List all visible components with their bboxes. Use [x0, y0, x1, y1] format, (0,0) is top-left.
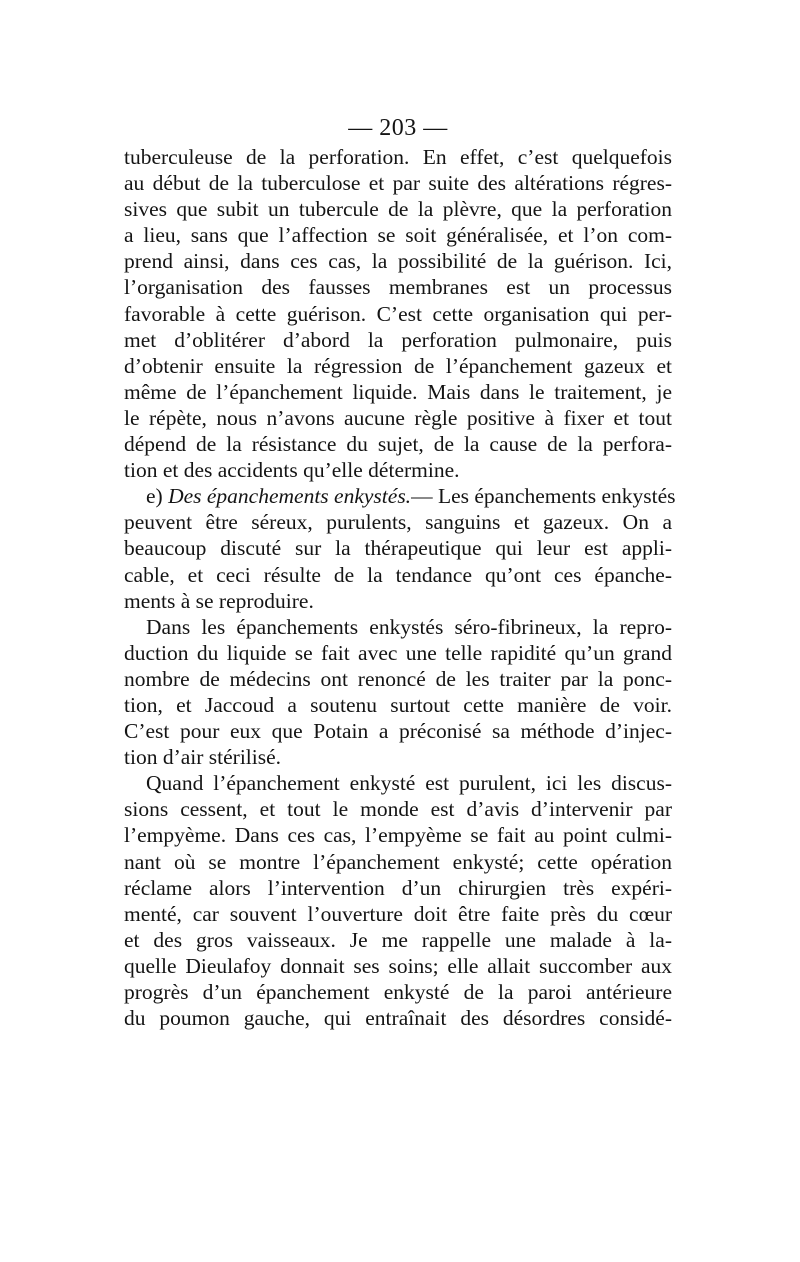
section-heading-rest: — Les épanchements enkystés — [411, 484, 676, 509]
text-line: nant où se montre l’épanchement enkysté; cette opération — [124, 849, 672, 874]
section-heading-line — [124, 483, 676, 509]
text-line: tion, et Jaccoud a soutenu surtout cette manière de voir. — [124, 692, 672, 717]
text-line: menté, car souvent l’ouverture doit être faite près du cœur — [124, 901, 672, 926]
text-line: tion et des accidents qu’elle détermine. — [124, 458, 460, 483]
body-text — [124, 144, 676, 1031]
text-line: Quand l’épanchement enkysté est purulent, ici les discus- — [146, 771, 672, 796]
text-line: le répète, nous n’avons aucune règle positive à fixer et tout — [124, 405, 672, 430]
text-line: prend ainsi, dans ces cas, la possibilité de la guérison. Ici, — [124, 249, 672, 274]
section-heading-prefix: e) — [146, 484, 169, 509]
paragraph-2 — [124, 483, 676, 613]
text-line: favorable à cette guérison. C’est cette organisation qui per- — [124, 301, 672, 326]
text-line: quelle Dieulafoy donnait ses soins; elle allait succomber aux — [124, 953, 672, 978]
text-line: réclame alors l’intervention d’un chirurgien très expéri- — [124, 875, 672, 900]
text-line: dépend de la résistance du sujet, de la cause de la perfora- — [124, 432, 672, 457]
paragraph-3 — [124, 614, 672, 771]
text-line: C’est pour eux que Potain a préconisé sa méthode d’injec- — [124, 719, 672, 744]
text-line: sives que subit un tubercule de la plèvre, que la perforation — [124, 197, 672, 222]
page-number: — 203 — — [348, 115, 448, 141]
text-line: l’organisation des fausses membranes est un processus — [124, 275, 672, 300]
text-line: l’empyème. Dans ces cas, l’empyème se fait au point culmi- — [124, 823, 672, 848]
text-line: tuberculeuse de la perforation. En effet, c’est quelquefois — [124, 145, 672, 169]
text-line: nombre de médecins ont renoncé de les traiter par la ponc- — [124, 666, 672, 691]
text-line: duction du liquide se fait avec une telle rapidité qu’un grand — [124, 640, 672, 665]
paragraph-4 — [124, 770, 672, 1031]
text-line: tion d’air stérilisé. — [124, 745, 282, 770]
text-line: cable, et ceci résulte de la tendance qu’ont ces épanche- — [124, 562, 672, 587]
text-line: beaucoup discuté sur la thérapeutique qui leur est appli- — [124, 536, 672, 561]
text-line: d’obtenir ensuite la régression de l’épanchement gazeux et — [124, 353, 672, 378]
text-line: Dans les épanchements enkystés séro-fibrineux, la repro- — [146, 614, 672, 639]
text-line: met d’oblitérer d’abord la perforation pulmonaire, puis — [124, 327, 672, 352]
text-line: peuvent être séreux, purulents, sanguins et gazeux. On a — [124, 510, 672, 535]
text-line: ments à se reproduire. — [124, 588, 314, 613]
text-line: même de l’épanchement liquide. Mais dans le traitement, je — [124, 379, 672, 404]
section-heading-title: Des épanchements enkystés. — [168, 484, 412, 509]
text-line: au début de la tuberculose et par suite des altérations régres- — [124, 171, 672, 196]
text-line: et des gros vaisseaux. Je me rappelle une malade à la- — [124, 927, 672, 952]
paragraph-1 — [124, 144, 672, 483]
text-line: du poumon gauche, qui entraînait des désordres considé- — [124, 1006, 672, 1031]
text-line: progrès d’un épanchement enkysté de la paroi antérieure — [124, 980, 672, 1004]
text-line: sions cessent, et tout le monde est d’avis d’intervenir par — [124, 797, 672, 822]
text-line: a lieu, sans que l’affection se soit généralisée, et l’on com- — [124, 223, 672, 248]
